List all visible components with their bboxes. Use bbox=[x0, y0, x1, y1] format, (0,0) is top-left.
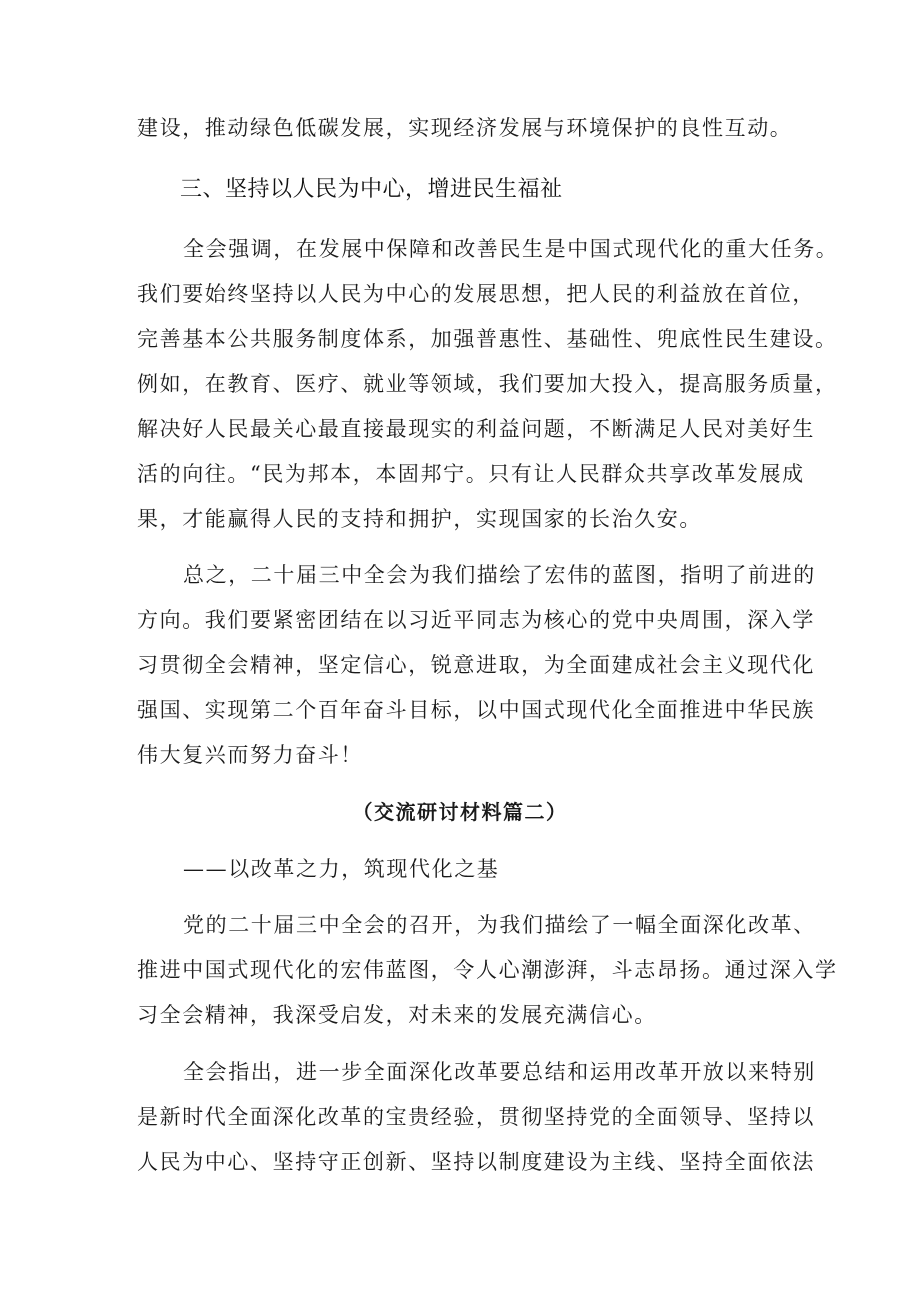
paragraph-line: 党的二十届三中全会的召开，为我们描绘了一幅全面深化改革、 bbox=[183, 913, 816, 937]
paragraph-line: 习全会精神，我深受启发，对未来的发展充满信心。 bbox=[137, 1003, 657, 1027]
paragraph-line: 建设，推动绿色低碳发展，实现经济发展与环境保护的良性互动。 bbox=[137, 116, 793, 140]
paragraph-line: 伟大复兴而努力奋斗！ bbox=[137, 743, 363, 767]
paragraph-line: 强国、实现第二个百年奋斗目标，以中国式现代化全面推进中华民族 bbox=[137, 698, 815, 722]
paragraph-line: 全会强调，在发展中保障和改善民生是中国式现代化的重大任务。 bbox=[183, 237, 839, 261]
paragraph-line: 方向。我们要紧密团结在以习近平同志为核心的党中央周围，深入学 bbox=[137, 608, 815, 632]
paragraph-line: 总之，二十届三中全会为我们描绘了宏伟的蓝图，指明了前进的 bbox=[183, 563, 816, 587]
chapter-title: （交流研讨材料篇二） bbox=[352, 800, 568, 824]
subtitle-line: ——以改革之力，筑现代化之基 bbox=[183, 857, 500, 881]
paragraph-line: 例如，在教育、医疗、就业等领域，我们要加大投入，提高服务质量， bbox=[137, 372, 838, 396]
paragraph-line: 解决好人民最关心最直接最现实的利益问题，不断满足人民对美好生 bbox=[137, 417, 815, 441]
paragraph-line: 人民为中心、坚持守正创新、坚持以制度建设为主线、坚持全面依法 bbox=[137, 1150, 815, 1174]
paragraph-line: 我们要始终坚持以人民为中心的发展思想，把人民的利益放在首位， bbox=[137, 282, 815, 306]
section-heading: 三、坚持以人民为中心，增进民生福祉 bbox=[180, 177, 563, 202]
paragraph-line: 全会指出，进一步全面深化改革要总结和运用改革开放以来特别 bbox=[183, 1060, 816, 1084]
paragraph-line: 完善基本公共服务制度体系，加强普惠性、基础性、兜底性民生建设。 bbox=[137, 327, 838, 351]
paragraph-line: 习贯彻全会精神，坚定信心，锐意进取，为全面建成社会主义现代化 bbox=[137, 653, 815, 677]
paragraph-line: 果，才能赢得人民的支持和拥护，实现国家的长治久安。 bbox=[137, 507, 702, 531]
paragraph-line: 推进中国式现代化的宏伟蓝图，令人心潮澎湃，斗志昂扬。通过深入学 bbox=[137, 958, 838, 982]
paragraph-line: 活的向往。“民为邦本，本固邦宁。只有让人民群众共享改革发展成 bbox=[137, 462, 805, 486]
paragraph-line: 是新时代全面深化改革的宝贵经验，贯彻坚持党的全面领导、坚持以 bbox=[137, 1105, 815, 1129]
